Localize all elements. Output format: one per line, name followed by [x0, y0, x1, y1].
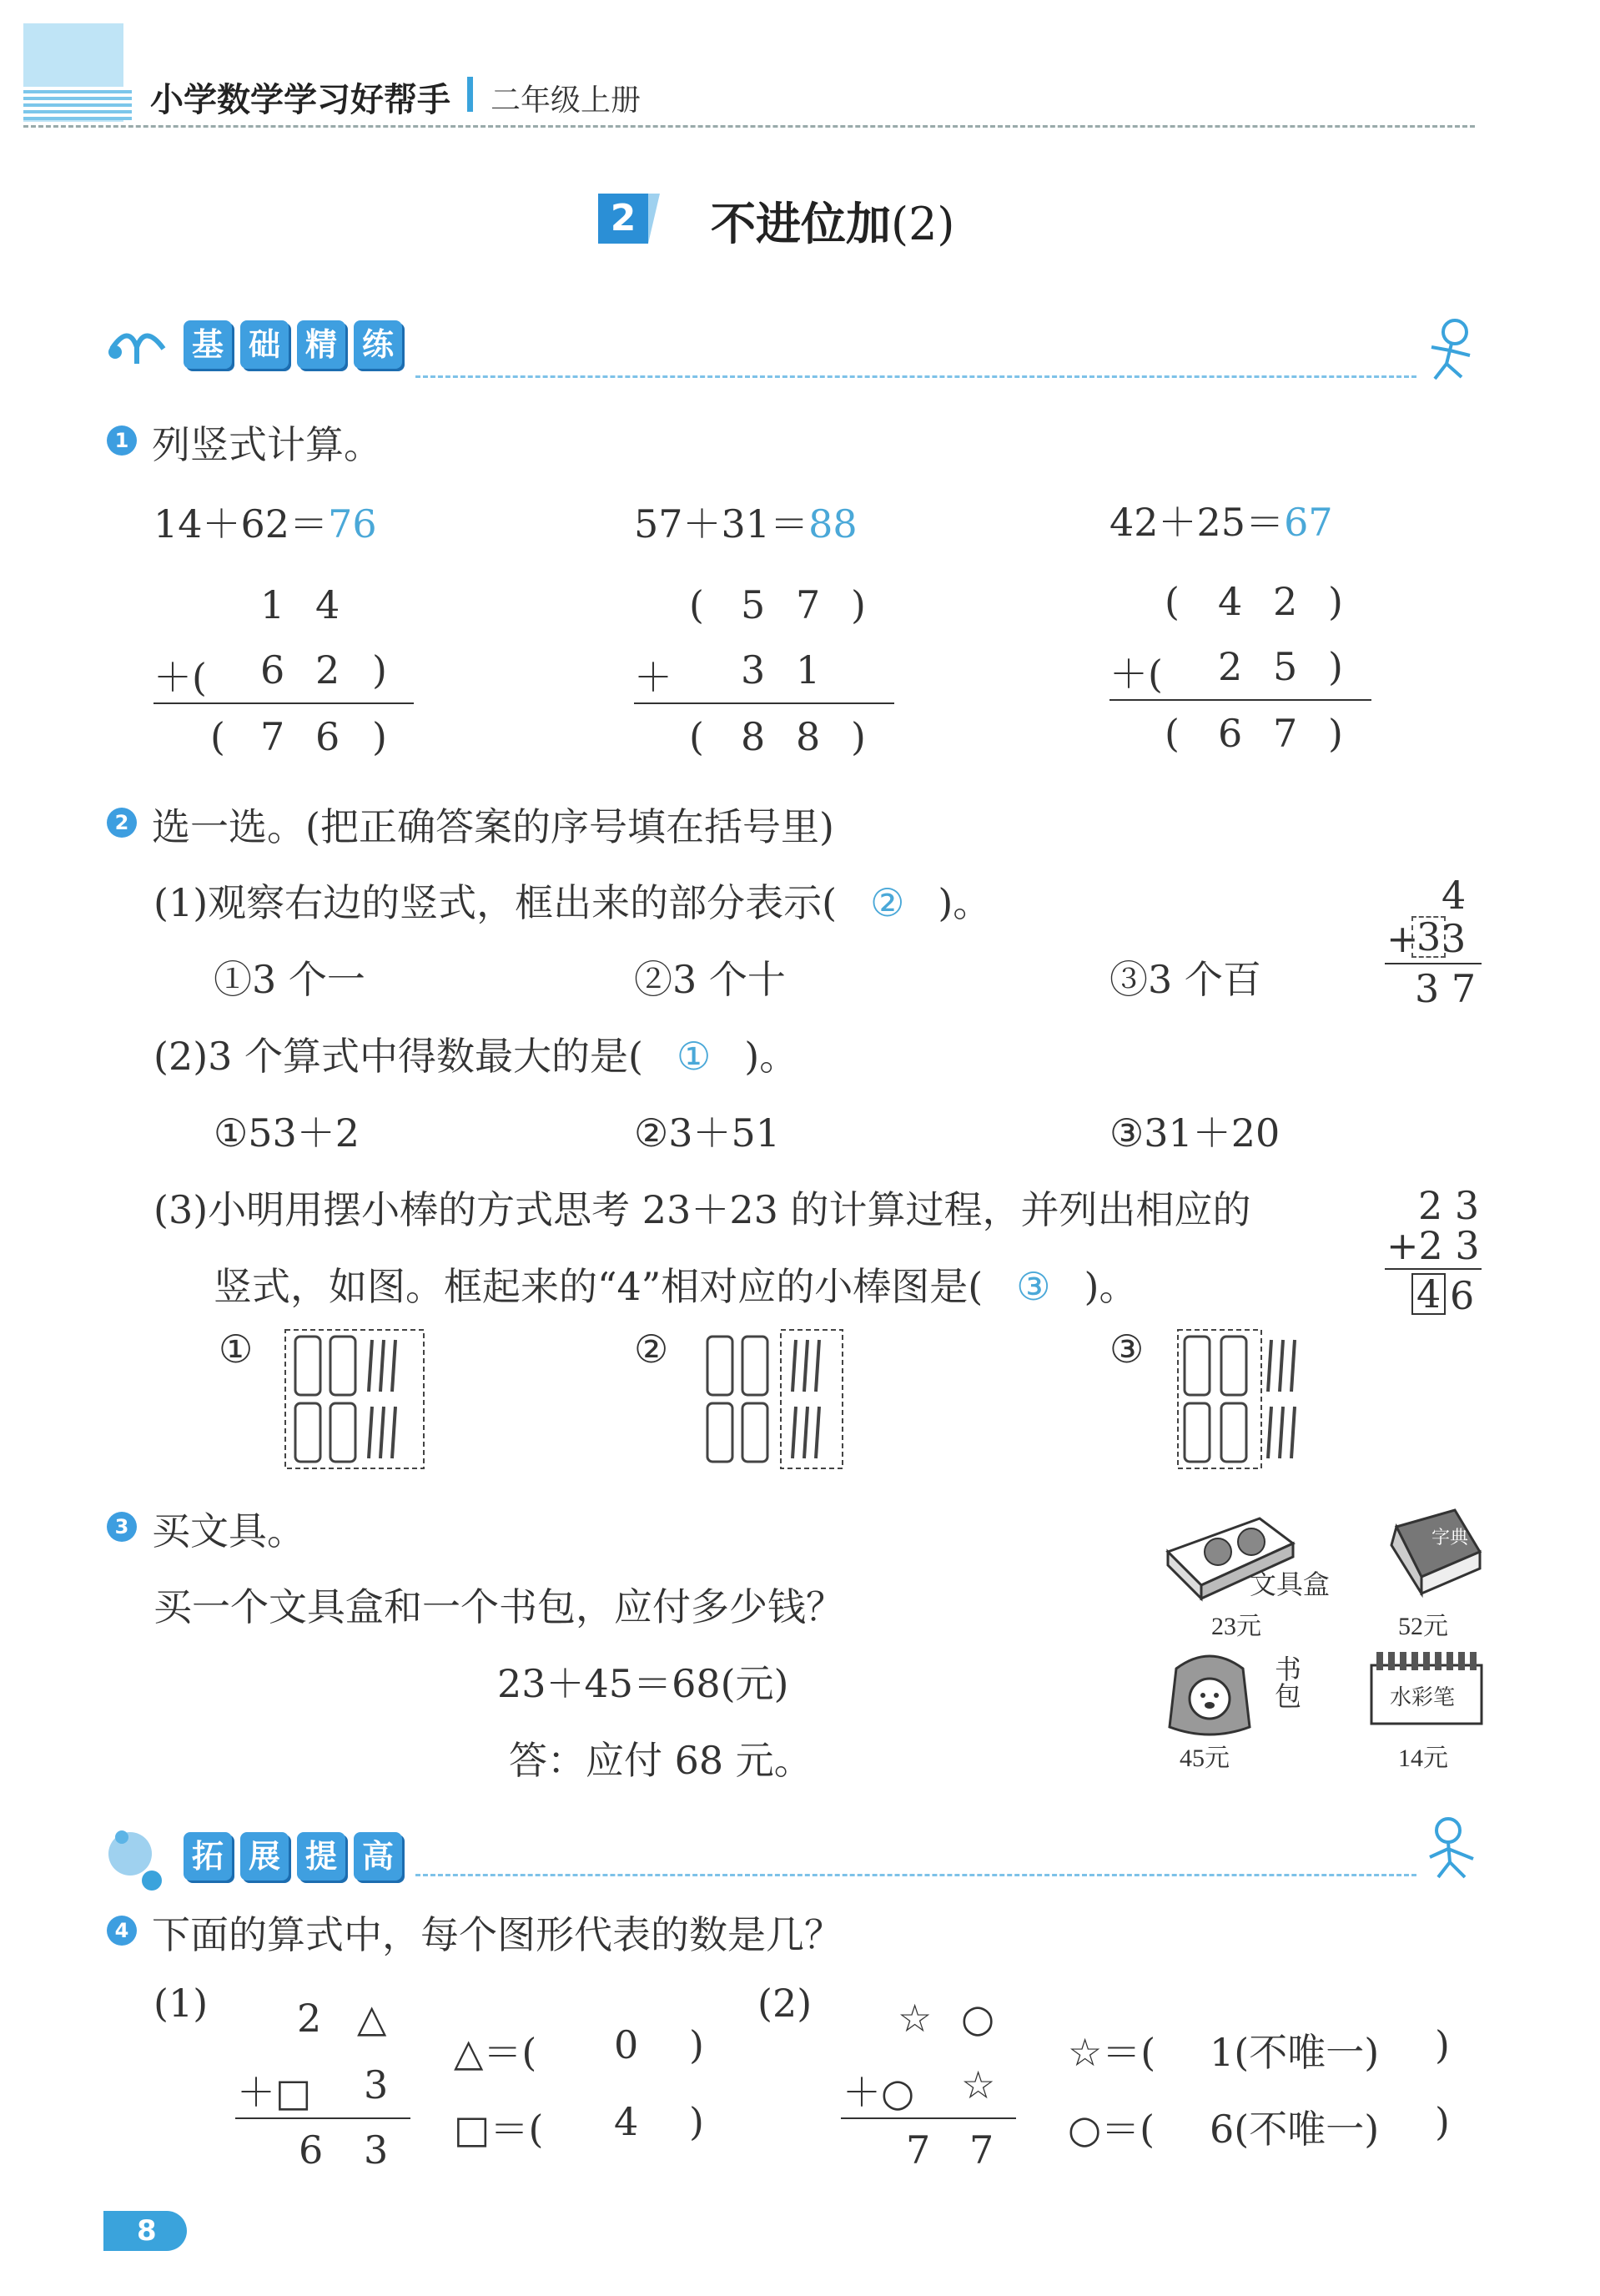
q1-p1-r3-d2: 6 — [315, 714, 340, 759]
q2-p1-end: )。 — [938, 880, 992, 925]
q4-number: 4 — [107, 1916, 137, 1946]
q4-p1-label: (1) — [153, 1981, 209, 2026]
q1-p1-eq: 14＋62＝ — [153, 501, 329, 546]
sticks-figure-2 — [702, 1328, 844, 1470]
bubbles-icon — [105, 1825, 172, 1892]
book-title: 小学数学学习好帮手 — [150, 81, 450, 119]
q2-p2-opt3: ③31＋20 — [1109, 1110, 1281, 1156]
q2-p1-opt2: ②3 个十 — [634, 957, 786, 1002]
q1-p3-r1-d2: 2 — [1273, 579, 1298, 624]
q1-p3-r3-close: ) — [1328, 711, 1343, 756]
q1-p2-answer: 88 — [808, 501, 858, 546]
q1-p2-r1-d1: 5 — [741, 582, 766, 627]
section1-char-1: 基 — [184, 320, 232, 369]
q4-p2-r1-b: ○ — [961, 1996, 995, 2041]
section1-char-2: 础 — [240, 320, 289, 369]
q1-p2-r3-d2: 8 — [796, 714, 821, 759]
q4-p1-sum-line — [235, 2117, 410, 2119]
q2-p3-vert-line — [1385, 1268, 1482, 1270]
q2-p1-answer: ② — [870, 880, 905, 925]
sticks-figure-3 — [1176, 1328, 1318, 1470]
q1-p3-r3-d2: 7 — [1273, 711, 1298, 756]
q4-p1-r1-a: 2 — [297, 1996, 322, 2041]
q2-p3-end: )。 — [1084, 1264, 1138, 1309]
q4-p2-r2-b: ☆ — [961, 2062, 996, 2107]
q3-item1-price: 23元 — [1211, 1613, 1261, 1640]
section2-char-4: 高 — [354, 1832, 402, 1881]
q4-p2-a2-label: ○＝( — [1068, 2107, 1155, 2152]
q2-p3-label1: ① — [219, 1327, 254, 1372]
q1-p3-r1-close: ) — [1328, 579, 1343, 624]
section2-char-1: 拓 — [184, 1832, 232, 1881]
q2-p3-line1: (3)小明用摆小棒的方式思考 23＋23 的计算过程，并列出相应的 — [153, 1187, 1251, 1232]
q2-p3-vert-mid: +2 3 — [1386, 1223, 1480, 1268]
q4-p1-a2-close: ) — [689, 2099, 704, 2144]
q1-p3-r3-open: ( — [1165, 711, 1180, 756]
header-divider — [23, 125, 1475, 128]
q3-item1-name: 文具盒 — [1250, 1568, 1331, 1600]
q1-p1-r2-d1: 6 — [260, 647, 285, 692]
q1-p2-r2-d1: 3 — [741, 647, 766, 692]
q1-p3-r2-d2: 5 — [1273, 644, 1298, 689]
q4-p2-r1-a: ☆ — [898, 1996, 933, 2041]
sprout-icon — [103, 315, 172, 365]
q3-prompt: 买文具。 — [152, 1508, 305, 1553]
q1-p1-r3-d1: 7 — [260, 714, 285, 759]
q1-p3-r2-close: ) — [1328, 644, 1343, 689]
header-decor-lines — [23, 87, 132, 120]
q2-p1-vert-box: 3 — [1411, 916, 1446, 958]
q1-prompt: 列竖式计算。 — [152, 422, 382, 467]
q1-p3-equation — [1109, 492, 1333, 547]
q4-p2-r2-a: ＋○ — [843, 2070, 915, 2115]
lesson-number: 2 — [598, 194, 648, 244]
q3-item2-price: 52元 — [1398, 1613, 1448, 1640]
q2-p1-opt3: ③3 个百 — [1109, 957, 1261, 1002]
book-subtitle: 二年级上册 — [491, 83, 642, 118]
q2-p3-vert-res: 6 — [1450, 1273, 1475, 1318]
page-number: 8 — [103, 2211, 187, 2251]
q4-p1-r3-b: 3 — [364, 2127, 389, 2173]
q1-p1-r1-d2: 4 — [315, 582, 340, 627]
q1-p3-r1-d1: 4 — [1218, 579, 1243, 624]
header-separator — [467, 77, 473, 112]
section1-char-3: 精 — [297, 320, 345, 369]
q3-item4-name: 水彩笔 — [1390, 1685, 1456, 1710]
q4-p1-r2-b: 3 — [364, 2062, 389, 2107]
q2-p3-answer: ③ — [1016, 1264, 1051, 1309]
q2-p1-text: (1)观察右边的竖式，框出来的部分表示( — [153, 880, 838, 925]
section2-char-2: 展 — [240, 1832, 289, 1881]
section1-char-4: 练 — [354, 320, 402, 369]
q1-p1-plus: ＋( — [153, 655, 207, 700]
q2-p3-line2 — [214, 1256, 1137, 1312]
q1-p1-equation — [153, 494, 377, 549]
q1-p1-answer: 76 — [328, 501, 377, 546]
q4-p1-r2-a: ＋□ — [237, 2070, 312, 2115]
q1-p1-r2-close: ) — [372, 647, 387, 692]
section2-divider — [415, 1874, 1416, 1876]
q4-p1-r1-b: △ — [357, 1996, 387, 2041]
q1-p1-sum-line — [153, 702, 414, 704]
q1-p2-equation — [634, 494, 858, 549]
q2-p2-opt1: ①53＋2 — [214, 1110, 360, 1156]
q3-item3-name: 书包 — [1270, 1655, 1302, 1709]
q1-p2-r1-d2: 7 — [796, 582, 821, 627]
q2-p1-opt1: ①3 个一 — [214, 957, 365, 1002]
q2-p2-end: )。 — [744, 1034, 798, 1079]
q2-p3-text: 竖式，如图。框起来的“4”相对应的小棒图是( — [214, 1264, 984, 1309]
q1-p3-r3-d1: 6 — [1218, 711, 1243, 756]
svg-text:字典: 字典 — [1431, 1528, 1469, 1548]
q1-p3-plus: ＋( — [1109, 652, 1163, 697]
q1-p2-eq: 57＋31＝ — [634, 501, 809, 546]
q4-p2-r3-b: 7 — [969, 2127, 994, 2173]
q3-number: 3 — [107, 1512, 137, 1542]
q3-calc: 23＋45＝68(元) — [497, 1661, 789, 1706]
q1-p3-eq: 42＋25＝ — [1109, 500, 1285, 545]
q1-p3-sum-line — [1109, 699, 1371, 701]
q4-p1-a1-close: ) — [689, 2022, 704, 2067]
q4-p1-a1-label: △＝( — [454, 2030, 537, 2075]
q2-p2-opt2: ②3＋51 — [634, 1110, 781, 1156]
q2-prompt: 选一选。(把正确答案的序号填在括号里) — [152, 804, 834, 849]
q2-p1-vert-r2: 3 — [1442, 916, 1467, 961]
q2-p1-vert-plus: + — [1386, 916, 1419, 961]
q1-number: 1 — [107, 425, 137, 456]
section1-divider — [415, 375, 1416, 378]
q4-prompt: 下面的算式中，每个图形代表的数是几？ — [152, 1912, 843, 1957]
q4-p1-a2-label: □＝( — [454, 2107, 544, 2152]
q3-item4-price: 14元 — [1398, 1745, 1448, 1772]
q1-p1-r2-d2: 2 — [315, 647, 340, 692]
q1-p2-r1-open: ( — [689, 582, 704, 627]
lesson-title-text: 不进位加 — [711, 198, 891, 250]
q1-p2-r3-close: ) — [851, 714, 866, 759]
q4-p2-r3-a: 7 — [906, 2127, 931, 2173]
running-kid-icon-2 — [1418, 1815, 1485, 1882]
sticks-figure-1 — [284, 1328, 425, 1470]
q4-p2-a1-close: ) — [1435, 2022, 1450, 2067]
q4-p2-label: (2) — [757, 1981, 813, 2026]
q2-number: 2 — [107, 808, 137, 838]
q1-p2-plus: ＋ — [634, 655, 672, 700]
q1-p3-answer: 67 — [1284, 500, 1333, 545]
q3-answer: 答：应付 68 元。 — [509, 1738, 813, 1783]
q4-p1-a2: 4 — [614, 2099, 639, 2144]
backpack-icon — [1160, 1644, 1268, 1744]
q1-p2-r1-close: ) — [851, 582, 866, 627]
q2-p3-vert-top: 2 3 — [1418, 1183, 1480, 1228]
q4-p2-a1-label: ☆＝( — [1068, 2030, 1156, 2075]
q1-p3-r1-open: ( — [1165, 579, 1180, 624]
q2-p2-text: (2)3 个算式中得数最大的是( — [153, 1034, 643, 1079]
dictionary-icon — [1380, 1502, 1488, 1602]
running-kid-icon — [1418, 317, 1485, 384]
q1-p3-r2-d1: 2 — [1218, 644, 1243, 689]
q4-p1-r3-a: 6 — [299, 2127, 324, 2173]
lesson-title — [711, 189, 955, 253]
section2-char-3: 提 — [297, 1832, 345, 1881]
q1-p1-r3-close: ) — [372, 714, 387, 759]
q1-p1-r1-d1: 1 — [260, 582, 285, 627]
q4-p2-a1: 1(不唯一) — [1210, 2030, 1380, 2075]
q1-p2-r3-d1: 8 — [741, 714, 766, 759]
q2-p1-line — [153, 873, 991, 928]
q2-p3-label3: ③ — [1109, 1327, 1145, 1372]
q2-p1-vert-res: 3 7 — [1415, 966, 1477, 1011]
q2-p2-line — [153, 1026, 797, 1081]
q2-p3-vert-box: 4 — [1411, 1273, 1446, 1315]
q4-p2-sum-line — [841, 2117, 1016, 2119]
q4-p2-a2-close: ) — [1435, 2099, 1450, 2144]
q3-item3-price: 45元 — [1180, 1745, 1230, 1772]
q1-p2-r3-open: ( — [689, 714, 704, 759]
q1-p2-r2-d2: 1 — [796, 647, 821, 692]
q1-p1-r3-open: ( — [210, 714, 225, 759]
q2-p1-vert-line — [1385, 963, 1482, 964]
q2-p1-vert-top: 4 — [1442, 873, 1467, 918]
q4-p1-a1: 0 — [614, 2022, 639, 2067]
q4-p2-a2: 6(不唯一) — [1210, 2107, 1380, 2152]
q2-p3-label2: ② — [634, 1327, 669, 1372]
q3-question: 买一个文具盒和一个书包，应付多少钱？ — [153, 1584, 844, 1629]
q2-p2-answer: ① — [677, 1034, 712, 1079]
q1-p2-sum-line — [634, 702, 894, 704]
lesson-part: (2) — [891, 198, 955, 250]
